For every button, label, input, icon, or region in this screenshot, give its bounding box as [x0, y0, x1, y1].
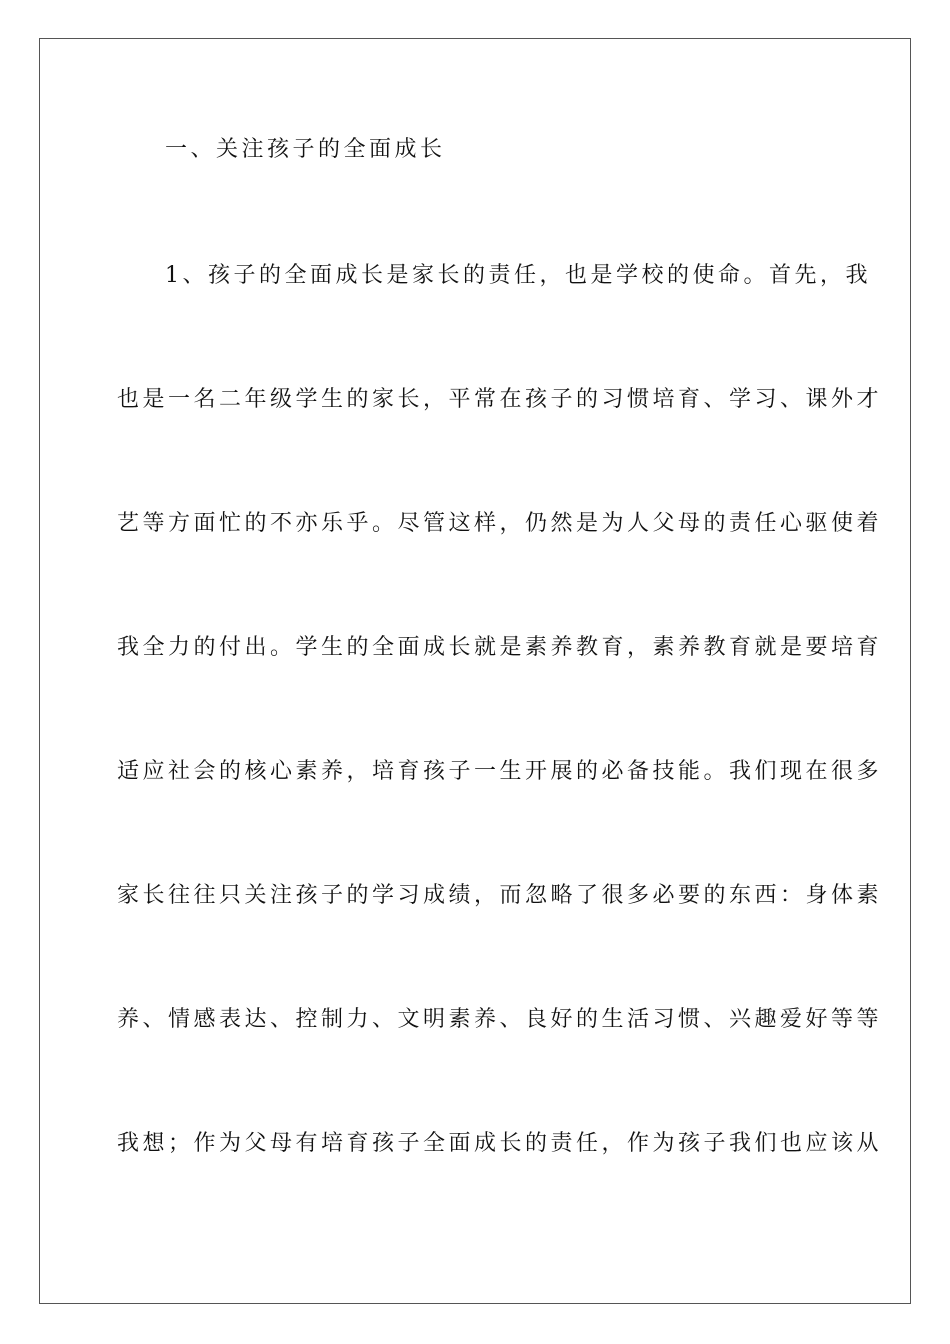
paragraph-line-6: 家长往往只关注孩子的学习成绩，而忽略了很多必要的东西：身体素 — [117, 883, 883, 908]
paragraph-line-3: 艺等方面忙的不亦乐乎。尽管这样，仍然是为人父母的责任心驱使着 — [117, 511, 883, 536]
paragraph-line-4: 我全力的付出。学生的全面成长就是素养教育，素养教育就是要培育 — [117, 635, 883, 660]
section-heading: 一、关注孩子的全面成长 — [165, 137, 446, 162]
paragraph-line-5: 适应社会的核心素养，培育孩子一生开展的必备技能。我们现在很多 — [117, 759, 883, 784]
paragraph-line-7: 养、情感表达、控制力、文明素养、良好的生活习惯、兴趣爱好等等 — [117, 1007, 883, 1032]
paragraph-line-2: 也是一名二年级学生的家长，平常在孩子的习惯培育、学习、课外才 — [117, 387, 883, 412]
paragraph-line-1: 1、孩子的全面成长是家长的责任，也是学校的使命。首先，我 — [165, 263, 871, 288]
paragraph-line-8: 我想；作为父母有培育孩子全面成长的责任，作为孩子我们也应该从 — [117, 1131, 883, 1156]
page-border — [39, 38, 911, 1304]
